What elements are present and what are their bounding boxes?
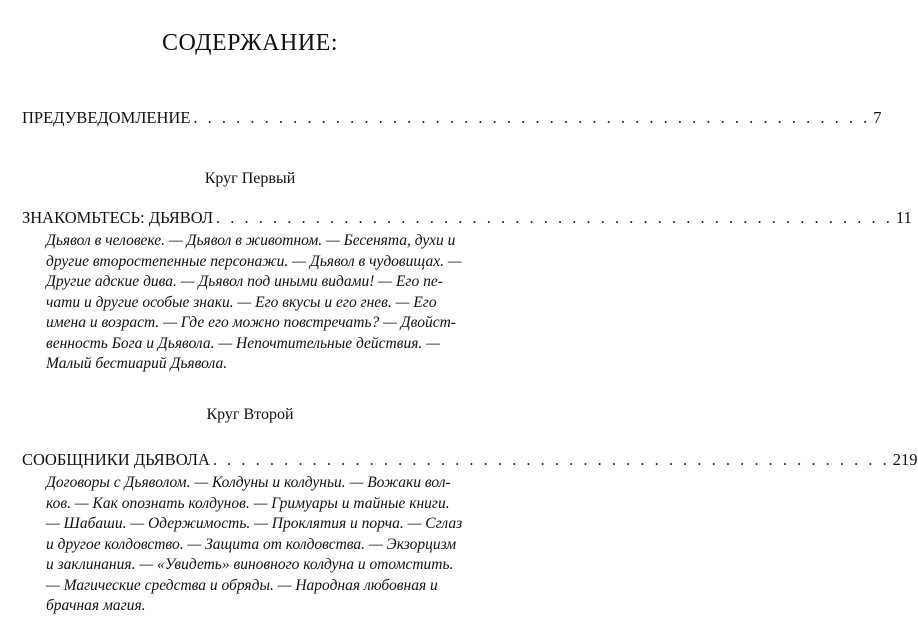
leader-dots: . . . . . . . . . . . . . . . . . . . . . . . . . . . . . . . . . . . . . . . . . . . . . . . . (212, 450, 890, 469)
description-line: имена и возраст. — Где его можно повстречать? — Двойст- (46, 314, 456, 331)
description-line: Дьявол в человеке. — Дьявол в животном. — Бесенята, духи и (46, 232, 456, 249)
circle-heading-2: Круг Второй (206, 406, 294, 423)
description-line: венность Бога и Дьявола. — Непочтительные действия. — (46, 334, 440, 352)
toc-entry-preface (22, 108, 882, 128)
description-line: чати и другие особые знаки. — Его вкусы и его гнев. — Его (46, 293, 437, 311)
description-line: Договоры с Дьяволом. — Колдуны и колдуньи. — Вожаки вол- (46, 474, 451, 491)
toc-entry-section-1 (22, 208, 912, 228)
description-line: — Магические средства и обряды. — Народная любовная и (46, 576, 438, 594)
toc-title: СОДЕРЖАНИЕ: (161, 30, 338, 56)
circle-heading-1: Круг Первый (204, 170, 296, 187)
entry-page-number: 11 (895, 208, 912, 227)
description-line: ков. — Как опознать колдунов. — Гримуары и тайные книги. (46, 494, 450, 512)
description-line: — Шабаши. — Одержимость. — Проклятия и порча. — Сглаз (46, 515, 463, 532)
description-line: Малый бестиарий Дьявола. (46, 355, 228, 372)
toc-entry-section-2 (22, 450, 918, 470)
description-line: и другое колдовство. — Защита от колдовства. — Экзорцизм (46, 535, 457, 553)
section-description-1 (46, 231, 468, 375)
entry-label: ПРЕДУВЕДОМЛЕНИЕ (22, 108, 191, 127)
description-line: и заклинания. — «Увидеть» виновного колдуна и отомстить. (46, 556, 454, 573)
leader-dots: . . . . . . . . . . . . . . . . . . . . . . . . . . . . . . . . . . . . . . . . . . . . . . . . (193, 108, 871, 127)
entry-page-number: 7 (873, 108, 882, 127)
description-line: другие второстепенные персонажи. — Дьявол в чудовищах. — (46, 252, 462, 270)
entry-label: ЗНАКОМЬТЕСЬ: ДЬЯВОЛ (22, 208, 214, 227)
leader-dots: . . . . . . . . . . . . . . . . . . . . . . . . . . . . . . . . . . . . . . . . . . . . . . . . (216, 208, 893, 227)
description-line: брачная магия. (46, 597, 146, 614)
description-line: Другие адские дива. — Дьявол под иными видами! — Его пе- (46, 273, 443, 290)
entry-page-number: 219 (892, 450, 918, 469)
entry-label: СООБЩНИКИ ДЬЯВОЛА (22, 450, 210, 469)
section-description-2 (46, 473, 468, 617)
